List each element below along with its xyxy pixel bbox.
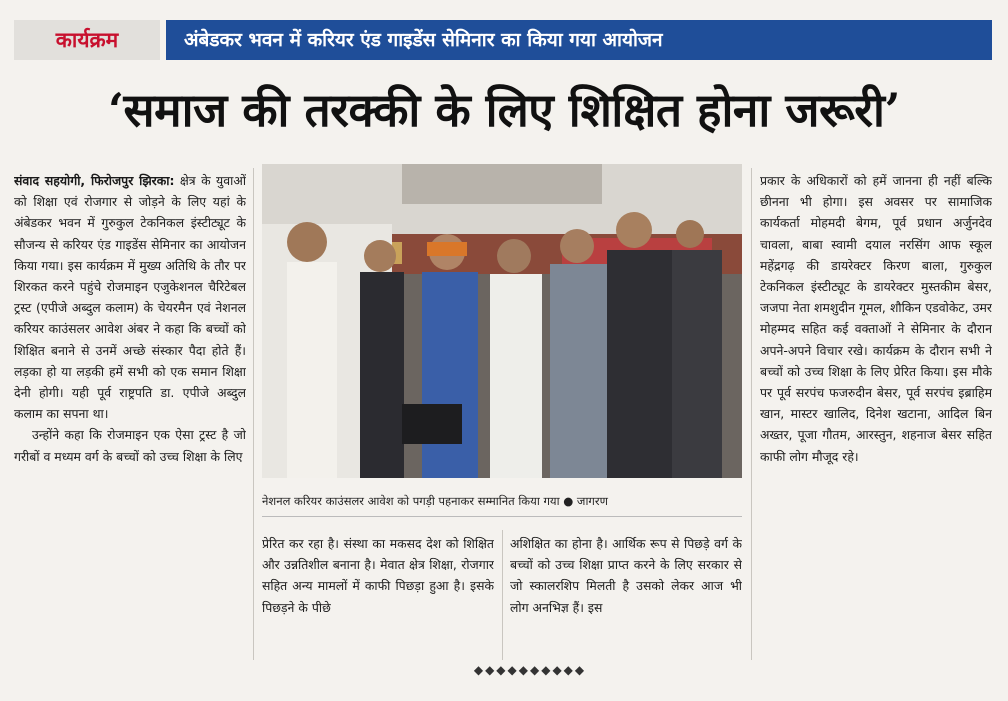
- column-divider: [253, 168, 254, 660]
- dateline: संवाद सहयोगी, फिरोजपुर झिरका:: [14, 173, 175, 188]
- article-column-2: प्रेरित कर रहा है। संस्था का मकसद देश को शिक्षित और उन्नतिशील बनाना है। मेवात क्षेत्र शिक्षा, रोजगार सहित अन्य मामलों में काफी पिछड़ा हुआ है। इसके पिछड़ने के पीछे: [262, 536, 494, 615]
- news-photo: [262, 164, 742, 478]
- group-photo-illustration: [262, 164, 742, 478]
- headline: ‘समाज की तरक्की के लिए शिक्षित होना जरूरी’: [108, 83, 900, 137]
- kicker-row: [14, 20, 992, 60]
- photo-caption: नेशनल करियर काउंसलर आवेश को पगड़ी पहनाकर सम्मानित किया गया ● जागरण: [262, 486, 742, 517]
- column-divider: [751, 168, 752, 660]
- column-divider: [502, 530, 503, 660]
- kicker-banner: अंबेडकर भवन में करियर एंड गाइडेंस सेमिनार का किया गया आयोजन: [166, 20, 992, 60]
- section-tag: कार्यक्रम: [14, 20, 160, 60]
- paragraph-1: क्षेत्र के युवाओं को शिक्षा एवं रोजगार से जोड़ने के लिए यहां के अंबेडकर भवन में गुरुकुल टेकनिकल इंस्टीट्यूट के सौजन्य से करियर एंड गाइडेंस सेमिनार का आयोजन किया गया। इस कार्यक्रम में मुख्य अतिथि के तौर पर शिरकत करने पहुंचे रोजमाइन एजुकेशनल चैरिटेबल ट्रस्ट (एपीजे अब्दुल कलाम) के चेयरमैन एवं नेशनल करियर काउंसलर आवेश अंबर ने कहा कि बच्चों को शिक्षित बनाने से उनमें अच्छे संस्कार पैदा होते हैं। लड़का हो या लड़की हमें सभी को एक समान शिक्षा देनी होगी। यही पूर्व राष्ट्रपति डा. एपीजे अब्दुल कलाम का सपना था।: [14, 173, 246, 422]
- article-column-3: अशिक्षित का होना है। आर्थिक रूप से पिछड़े वर्ग के बच्चों को उच्च शिक्षा प्राप्त करने के लिए सरकार से जो स्कालरशिप मिलती है उसको लेकर आज भी लोग अनभिज्ञ हैं। इस: [510, 536, 742, 615]
- end-marker: ◆◆◆◆◆◆◆◆◆◆: [473, 663, 587, 677]
- article-column-1: [14, 170, 246, 660]
- paragraph-2: उन्होंने कहा कि रोजमाइन एक ऐसा ट्रस्ट है जो गरीबों व मध्यम वर्ग के बच्चों को उच्च शिक्षा के लिए: [14, 427, 246, 464]
- article-column-4: प्रकार के अधिकारों को हमें जानना ही नहीं बल्कि छीनना भी होगा। इस अवसर पर सामाजिक कार्यकर्ता मोहमदी बेगम, पूर्व प्रधान अर्जुनदेव चावला, बाबा स्वामी दयाल नरसिंग आफ स्कूल महेंद्रगढ़ की डायरेक्टर किरण बाला, गुरुकुल टेकनिकल इंस्टीट्यूट के डायरेक्टर मुस्तकीम बेसर, जजपा नेता शमशुदीन गूमल, शौकिन एडवोकेट, उमर मोहम्मद सहित कई वक्ताओं ने सेमिनार के दौरान अपने-अपने विचार रखे। कार्यक्रम के दौरान सभी ने बच्चों को उच्च शिक्षा के लिए प्रेरित किया। इस मौके पर पूर्व सरपंच फजरुदीन बेसर, पूर्व सरपंच इब्राहिम खान, मास्टर खालिद, दिनेश खटाना, आदिल बिन अख्तर, पूजा गौतम, आरस्तुन, शहनाज बेसर सहित काफी लोग मौजूद रहे।: [760, 173, 992, 464]
